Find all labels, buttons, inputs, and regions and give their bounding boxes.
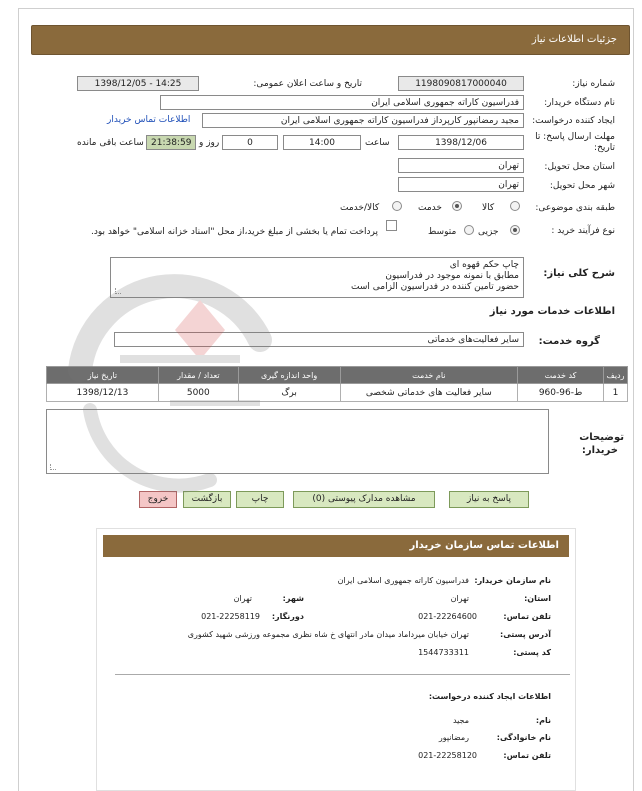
deadline-date-field[interactable]: 1398/12/06 [398, 135, 524, 150]
need-number-label: شماره نیاز: [572, 79, 615, 89]
creator-name-value: مجید [452, 716, 469, 725]
contact-header [103, 535, 569, 557]
deadline-time-field[interactable]: 14:00 [283, 135, 361, 150]
exit-button[interactable]: خروج [139, 491, 177, 508]
cell-unit: برگ [238, 384, 340, 402]
cell-date: 1398/12/13 [47, 384, 159, 402]
contact-phone-label: تلفن تماس: [503, 612, 551, 621]
remaining-days-field[interactable]: 0 [222, 135, 278, 150]
process-option-minor: جزیی [478, 227, 499, 237]
contact-divider [115, 674, 570, 675]
print-button[interactable]: چاپ [236, 491, 284, 508]
service-group-field[interactable]: سایر فعالیت‌های خدماتی [114, 332, 524, 347]
col-name: نام خدمت [340, 367, 518, 384]
services-table [46, 366, 628, 402]
summary-line-2: مطابق با نمونه موجود در فدراسیون [385, 271, 519, 281]
city-label: شهر محل تحویل: [549, 181, 615, 191]
treasury-payment-note: پرداخت تمام یا بخشی از مبلغ خرید،از محل "اسناد خزانه اسلامی" خواهد بود. [90, 227, 378, 237]
deadline-label: مهلت ارسال پاسخ: تا [535, 132, 615, 142]
contact-address-value: تهران خیابان میرداماد میدان مادر انتهای خ شاه نظری مجموعه ورزشی شهید کشوری [187, 630, 469, 639]
category-option-service: خدمت [418, 203, 442, 213]
process-label: نوع فرآیند خرید : [551, 226, 615, 236]
buyer-notes-label-2: خریدار: [581, 445, 618, 456]
need-number-field[interactable]: 1198090817000040 [398, 76, 524, 91]
contact-city-value: تهران [233, 594, 252, 603]
creator-phone-label: تلفن تماس: [503, 751, 551, 760]
col-code: کد خدمت [518, 367, 604, 384]
cell-row: 1 [604, 384, 628, 402]
creator-field[interactable]: مجید رمضانپور کارپرداز فدراسیون کاراته جمهوری اسلامی ایران [202, 113, 524, 128]
contact-fax-label: دورنگار: [271, 612, 304, 621]
buyer-notes-textarea[interactable] [46, 409, 549, 474]
creator-family-value: رمضانپور [438, 733, 469, 742]
reply-button[interactable]: پاسخ به نیاز [449, 491, 529, 508]
remaining-label: ساعت باقی مانده [77, 138, 144, 148]
creator-info-title: اطلاعات ایجاد کننده درخواست: [428, 692, 551, 701]
creator-phone-value: 021-22258120 [418, 751, 477, 760]
creator-name-label: نام: [535, 716, 551, 725]
service-group-label: گروه خدمت: [538, 336, 600, 347]
category-option-goods: کالا [482, 203, 495, 213]
col-qty: تعداد / مقدار [158, 367, 238, 384]
contact-province-value: تهران [450, 594, 469, 603]
services-table-header [47, 367, 628, 384]
summary-line-1: چاپ حکم قهوه ای [449, 260, 519, 270]
cell-qty: 5000 [158, 384, 238, 402]
attachments-button[interactable]: مشاهده مدارک پیوستی (0) [293, 491, 435, 508]
buyer-label: نام دستگاه خریدار: [544, 98, 615, 108]
table-row[interactable] [47, 384, 628, 402]
category-label: طبقه بندی موضوعی: [535, 203, 615, 213]
contact-title: اطلاعات تماس سازمان خریدار [409, 540, 559, 551]
buyer-contact-link[interactable]: اطلاعات تماس خریدار [107, 115, 191, 125]
category-radio-goods-service[interactable] [392, 201, 402, 211]
category-option-goods-service: کالا/خدمت [340, 203, 380, 213]
days-label: روز و [199, 138, 220, 148]
contact-org-value: فدراسیون کاراته جمهوری اسلامی ایران [337, 576, 469, 585]
col-date: تاریخ نیاز [47, 367, 159, 384]
process-radio-medium[interactable] [464, 225, 474, 235]
services-section-title: اطلاعات خدمات مورد نیاز [489, 306, 615, 317]
deadline-label-date: تاریخ: [594, 143, 615, 153]
creator-label: ایجاد کننده درخواست: [532, 116, 615, 126]
remaining-time-field: 21:38:59 [146, 135, 196, 150]
summary-line-3: حضور تامین کننده در فدراسیون الزامی است [351, 282, 519, 292]
province-label: استان محل تحویل: [544, 162, 615, 172]
contact-org-label: نام سازمان خریدار: [474, 576, 551, 585]
contact-province-label: استان: [524, 594, 551, 603]
contact-city-label: شهر: [282, 594, 304, 603]
process-option-medium: متوسط [428, 227, 457, 237]
page-title: جزئیات اطلاعات نیاز [531, 34, 617, 45]
summary-label: شرح کلی نیاز: [543, 268, 615, 279]
treasury-payment-checkbox[interactable] [386, 220, 397, 231]
buyer-field[interactable]: فدراسیون کاراته جمهوری اسلامی ایران [160, 95, 524, 110]
city-field[interactable]: تهران [398, 177, 524, 192]
col-row: ردیف [604, 367, 628, 384]
col-unit: واحد اندازه گیری [238, 367, 340, 384]
resize-handle[interactable] [115, 288, 121, 294]
page-header [31, 25, 630, 55]
category-radio-service[interactable] [452, 201, 462, 211]
contact-postal-label: کد پستی: [513, 648, 551, 657]
contact-phone-value: 021-22264600 [418, 612, 477, 621]
cell-name: سایر فعالیت های خدماتی شخصی [340, 384, 518, 402]
summary-textarea[interactable] [110, 257, 524, 298]
contact-address-label: آدرس پستی: [500, 630, 551, 639]
announce-field[interactable]: 1398/12/05 - 14:25 [77, 76, 199, 91]
cell-code: ط-96-960 [518, 384, 604, 402]
announce-label: تاریخ و ساعت اعلان عمومی: [253, 79, 362, 89]
process-radio-minor[interactable] [510, 225, 520, 235]
deadline-time-label: ساعت [365, 138, 390, 148]
notes-resize-handle[interactable] [50, 464, 56, 470]
contact-postal-value: 1544733311 [418, 648, 469, 657]
category-radio-goods[interactable] [510, 201, 520, 211]
province-field[interactable]: تهران [398, 158, 524, 173]
contact-fax-value: 021-22258119 [201, 612, 260, 621]
back-button[interactable]: بازگشت [183, 491, 231, 508]
creator-family-label: نام خانوادگی: [496, 733, 551, 742]
buyer-notes-label: توضیحات [579, 432, 624, 443]
